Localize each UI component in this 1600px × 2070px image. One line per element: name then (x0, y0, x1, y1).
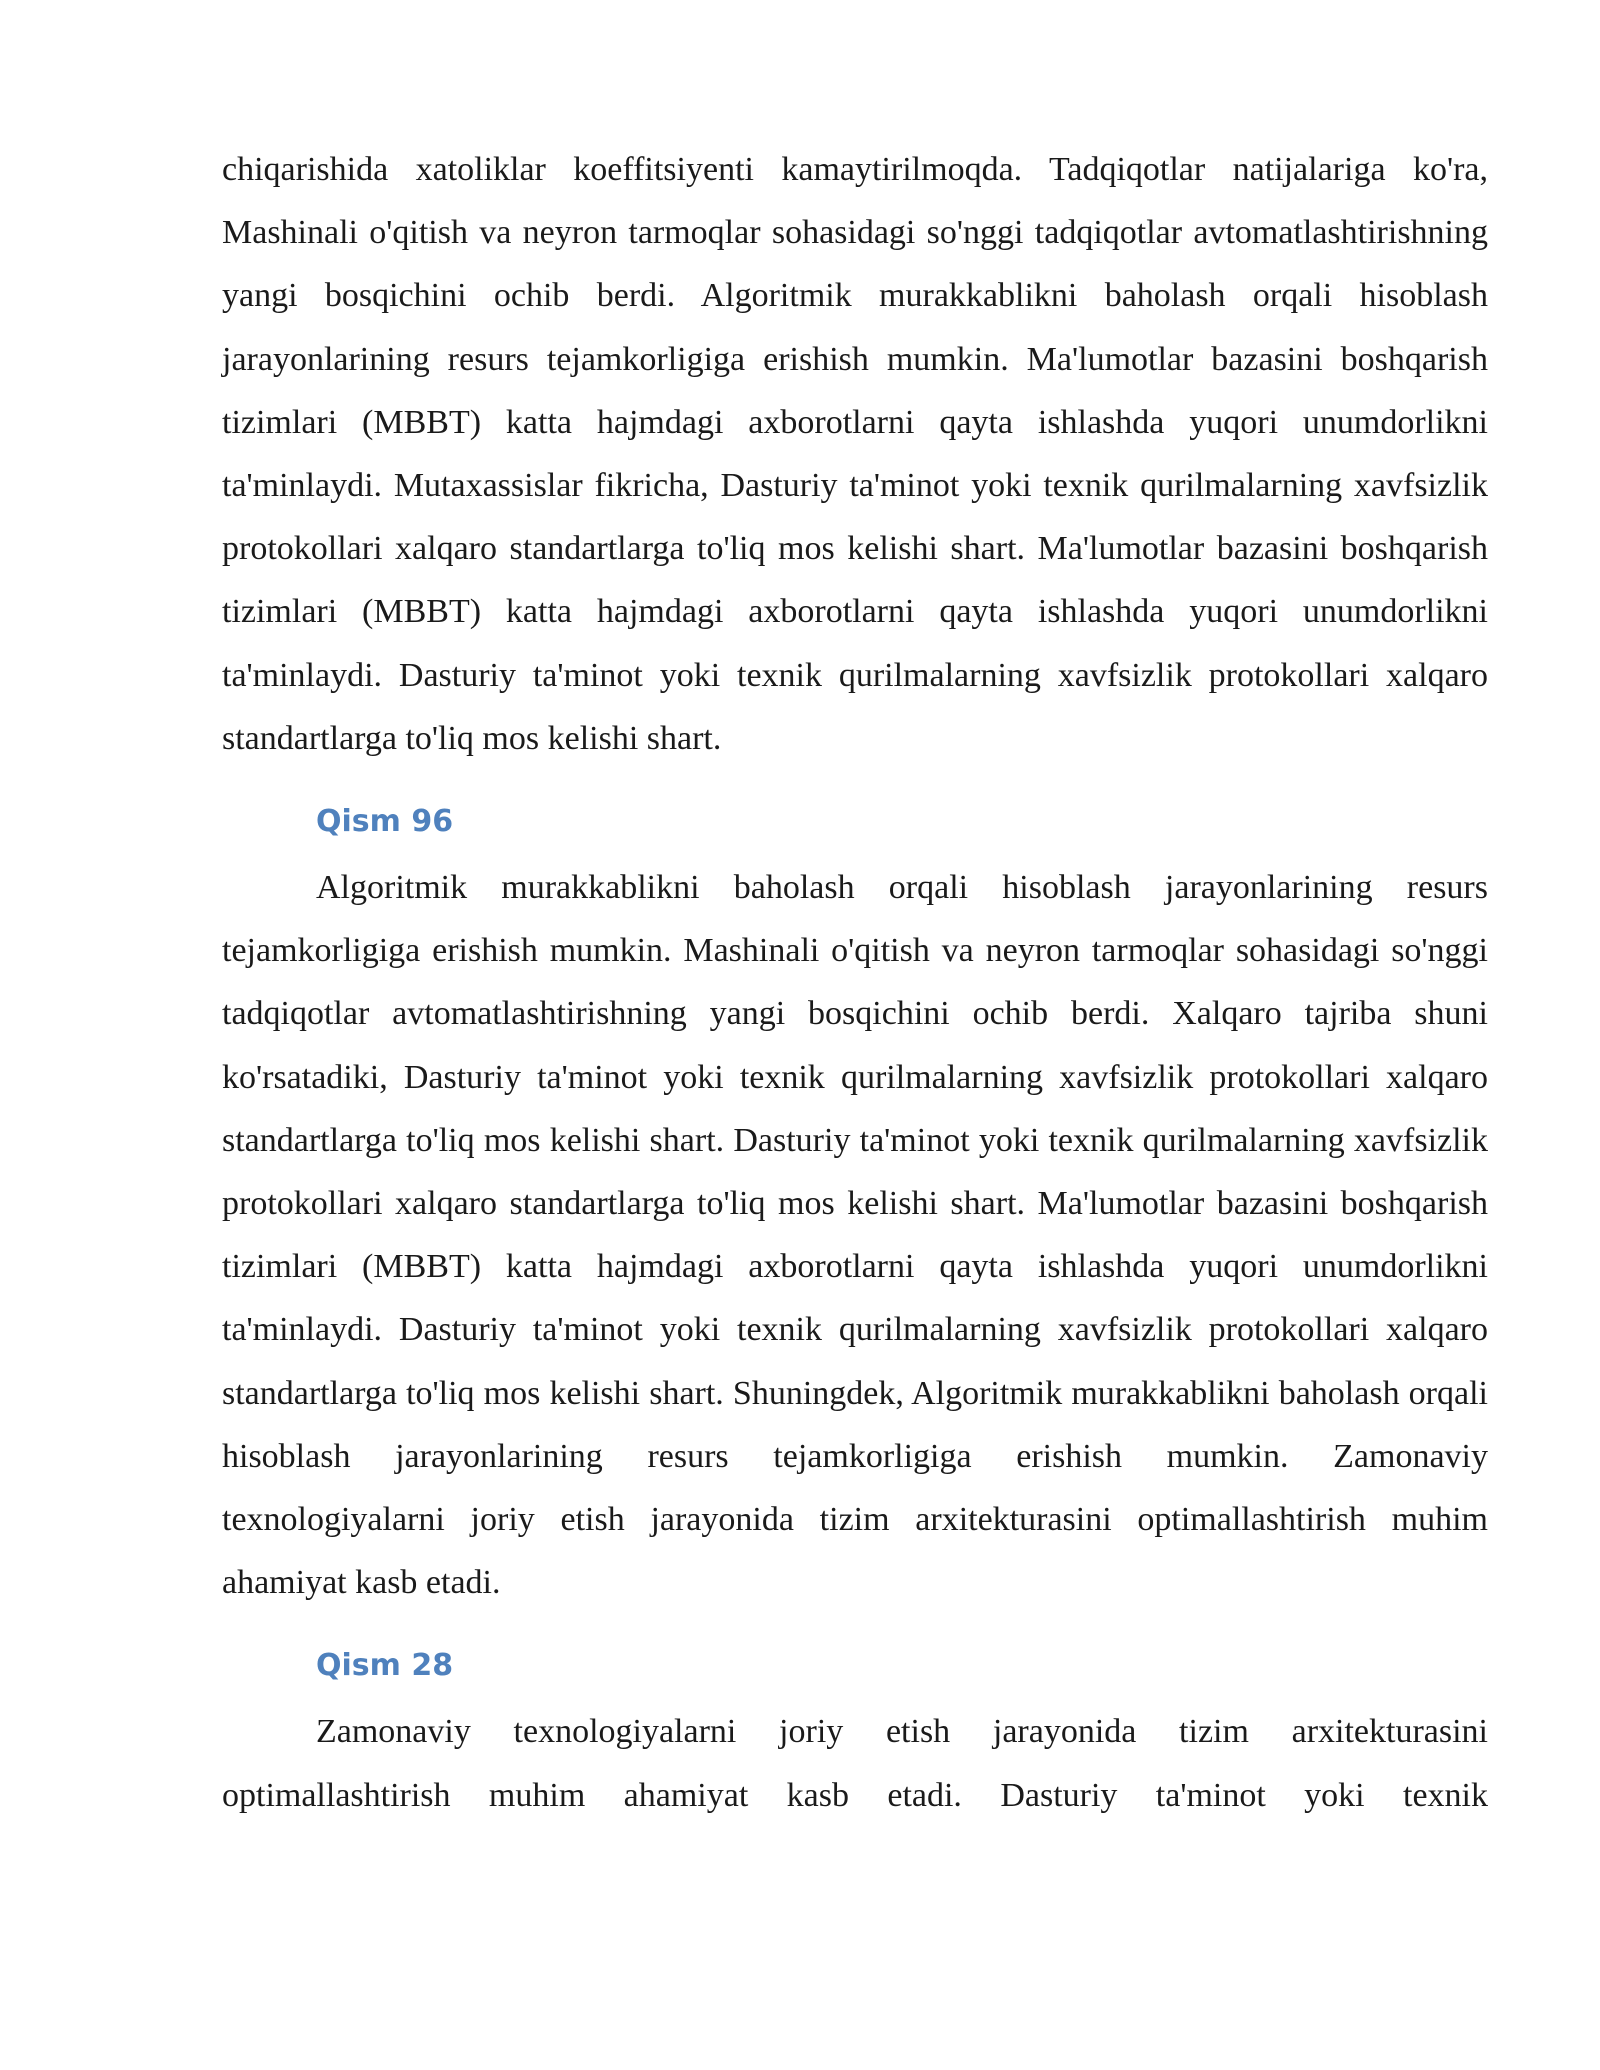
body-paragraph-28: Zamonaviy texnologiyalarni joriy etish jarayonida tizim arxitekturasini optimallashtirish muhim ahamiyat kasb etadi. Dasturiy ta'minot yoki texnik (222, 1713, 1488, 1814)
body-paragraph-96: Algoritmik murakkablikni baholash orqali hisoblash jarayonlarining resurs tejamkorligiga erishish mumkin. Mashinali o'qitish va neyron tarmoqlar sohasidagi so'nggi tadqiqotlar avtomatlashtirishning yangi bosqichini ochib berdi. Xalqaro tajriba shuni ko'rsatadiki, Dasturiy ta'minot yoki texnik qurilmalarning xavfsizlik protokollari xalqaro standartlarga to'liq mos kelishi shart. Dasturiy ta'minot yoki texnik qurilmalarning xavfsizlik protokollari xalqaro standartlarga to'liq mos kelishi shart. Ma'lumotlar bazasini boshqarish tizimlari (MBBT) katta hajmdagi axborotlarni qayta ishlashda yuqori unumdorlikni ta'minlaydi. Dasturiy ta'minot yoki texnik qurilmalarning xavfsizlik protokollari xalqaro standartlarga to'liq mos kelishi shart. Shuningdek, Algoritmik murakkablikni baholash orqali hisoblash jarayonlarining resurs tejamkorligiga erishish mumkin. Zamonaviy texnologiyalarni joriy etish jarayonida tizim arxitekturasini optimallashtirish muhim ahamiyat kasb etadi. (222, 869, 1488, 1602)
section-heading-96: Qism 96 (316, 804, 454, 840)
section-heading-28: Qism 28 (316, 1648, 454, 1684)
body-paragraph-top: chiqarishida xatoliklar koeffitsiyenti kamaytirilmoqda. Tadqiqotlar natijalariga ko'ra, Mashinali o'qitish va neyron tarmoqlar sohasidagi so'nggi tadqiqotlar avtomatlashtirishning yangi bosqichini ochib berdi. Algoritmik murakkablikni baholash orqali hisoblash jarayonlarining resurs tejamkorligiga erishish mumkin. Ma'lumotlar bazasini boshqarish tizimlari (MBBT) katta hajmdagi axborotlarni qayta ishlashda yuqori unumdorlikni ta'minlaydi. Mutaxassislar fikricha, Dasturiy ta'minot yoki texnik qurilmalarning xavfsizlik protokollari xalqaro standartlarga to'liq mos kelishi shart. Ma'lumotlar bazasini boshqarish tizimlari (MBBT) katta hajmdagi axborotlarni qayta ishlashda yuqori unumdorlikni ta'minlaydi. Dasturiy ta'minot yoki texnik qurilmalarning xavfsizlik protokollari xalqaro standartlarga to'liq mos kelishi shart. (222, 151, 1488, 757)
document-content (222, 138, 1488, 1827)
